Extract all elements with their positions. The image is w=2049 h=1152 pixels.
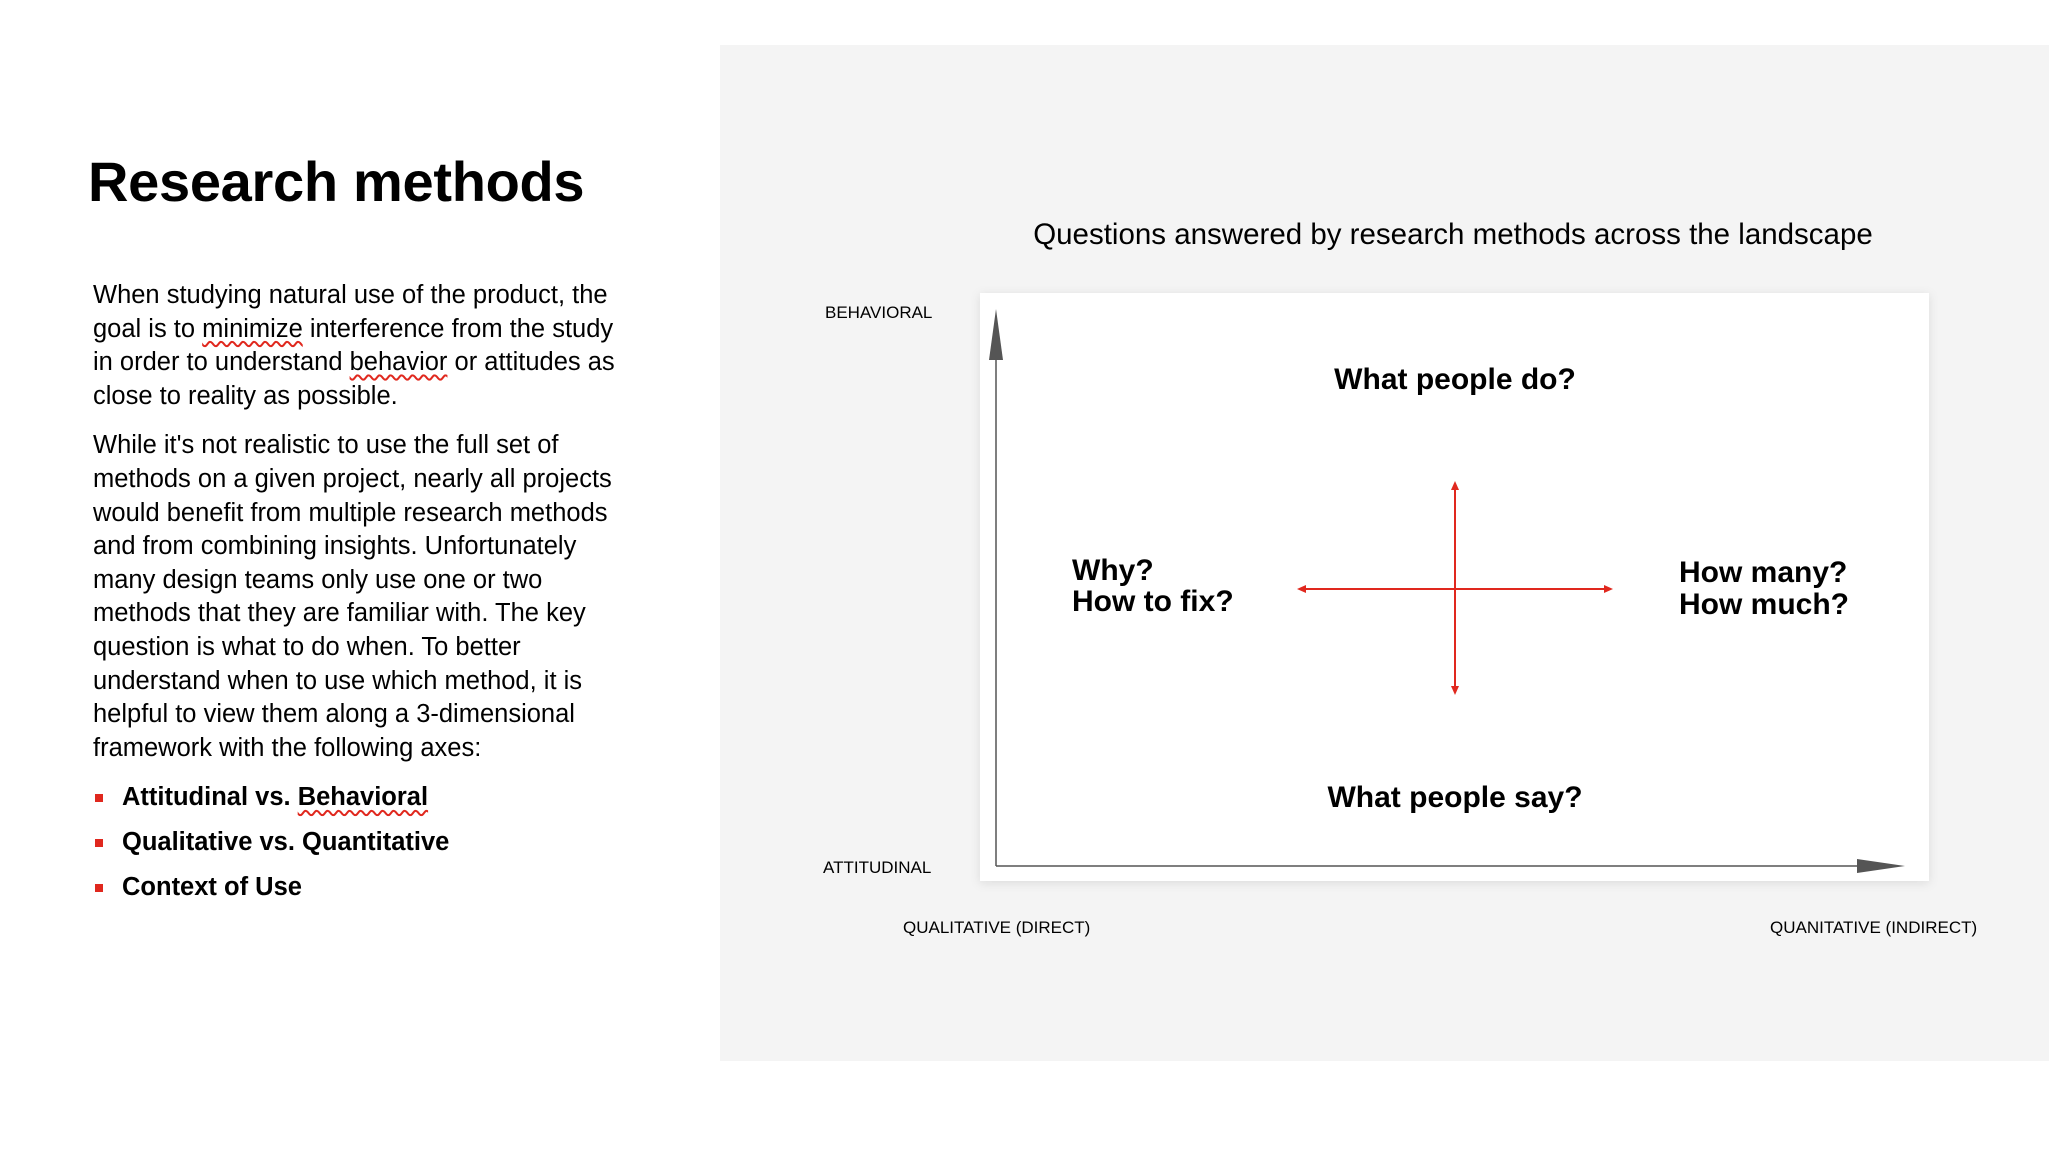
x-axis-right-label: QUANITATIVE (INDIRECT) — [1770, 918, 1978, 937]
page-title: Research methods — [88, 150, 585, 213]
quadrant-top-label: What people do? — [1334, 363, 1576, 396]
spellcheck-word: Behavioral — [297, 783, 429, 812]
text-segment: Context of Use — [122, 873, 302, 902]
quadrant-bottom-label: What people say? — [1327, 781, 1583, 814]
spellcheck-word: minimize — [202, 314, 303, 343]
quadrant-right-line-2: How much? — [1679, 588, 1849, 621]
text-segment: Attitudinal vs. — [122, 783, 298, 812]
text-segment: or attitudes as close to reality as possible. — [93, 348, 615, 410]
quadrant-right-line-1: How many? — [1679, 556, 1848, 589]
y-axis-bottom-label: ATTITUDINAL — [823, 858, 932, 877]
text-segment: interference from the study in order to understand — [93, 314, 614, 377]
x-axis-left-label: QUALITATIVE (DIRECT) — [903, 918, 1091, 937]
spellcheck-word: behavior — [349, 348, 448, 377]
text-segment: When studying natural use of the product, the goal is to — [93, 281, 608, 343]
text-segment: Qualitative vs. Quantitative — [122, 828, 450, 857]
text-segment: While it's not realistic to use the full set of methods on a given project, nearly all projects would benefit from multiple research methods and from combining insights. Unfortunately many design teams only use one or two methods that they are familiar with. The key question is what to do when. To better understand when to use which method, it is helpful to view them along a 3-dimensional framework with the following axes: — [93, 431, 612, 762]
quadrant-left-line-2: How to fix? — [1072, 585, 1234, 618]
quadrant-left-line-1: Why? — [1072, 554, 1154, 587]
y-axis-top-label: BEHAVIORAL — [825, 303, 933, 322]
diagram-title: Questions answered by research methods across the landscape — [1033, 218, 1873, 251]
